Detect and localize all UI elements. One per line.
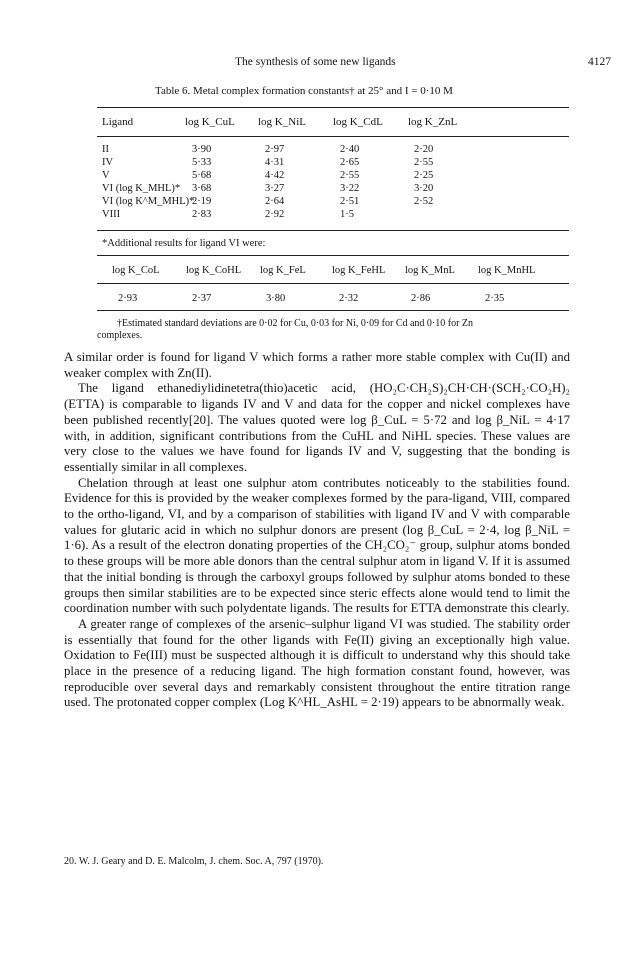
col-header-fe: log K_FeL	[260, 265, 306, 276]
cd-cell: 2·65	[340, 157, 360, 168]
ligand-cell: V	[102, 170, 110, 181]
table-body-rule	[97, 230, 569, 231]
cu-cell: 5·68	[192, 170, 212, 181]
cu-cell: 2·83	[192, 209, 212, 220]
cu-cell: 3·90	[192, 144, 212, 155]
table-top-rule	[97, 107, 569, 108]
additional-results-note: *Additional results for ligand VI were:	[102, 238, 266, 249]
col-header-mnhl: log K_MnHL	[478, 265, 536, 276]
cd-cell: 3·22	[340, 183, 360, 194]
paragraph: A similar order is found for ligand V which forms a rather more stable complex with Cu(II) and weaker complex with Zn(II).	[64, 350, 570, 380]
zn-cell: 2·25	[414, 170, 434, 181]
ligand-cell: VIII	[102, 209, 121, 220]
zn-cell: 2·20	[414, 144, 434, 155]
ni-cell: 2·97	[265, 144, 285, 155]
ligand-cell: II	[102, 144, 109, 155]
paragraph: Chelation through at least one sulphur atom contributes noticeably to the stabilities found. Evidence for this is provided by the weaker complexes formed by the para-ligand, VIII, compared to the ortho-ligand, VI, and by a comparison of stabilities with ligand IV and V with comparable values for glutaric acid in which no sulphur donors are present (log β_CuL = 2·4, log β_NiL = 1·6). As a result of the electron donating properties of the CH₂CO₂⁻ group, sulphur atoms bonded to these groups will be more able donors than the central sulphur atom in ligand V. If it is assumed that the initial bonding is through the carboxyl groups followed by sulphur atoms bonded to these groups then similar stabilities are to be expected since steric effects alone would tend to limit the coordination number with such polydentate ligands. The results for ETTA demonstrate this clearly.	[64, 475, 570, 616]
subtable-header-rule	[97, 283, 569, 284]
fe-cell: 3·80	[266, 293, 286, 304]
ligand-cell: IV	[102, 157, 114, 168]
page-number: 4127	[588, 56, 611, 68]
paragraph: A greater range of complexes of the arsenic–sulphur ligand VI was studied. The stability order is essentially that found for the other ligands with Fe(II) giving an exceptionally high value. Oxidation to Fe(III) must be suspected although it is difficult to understand why this should take place in the presence of a reducing ligand. The high formation constant found, however, was reproducible over several days and remarkably consistent throughout the entire titration range used. The protonated copper complex (Log K^HL_AsHL = 2·19) appears to be abnormally weak.	[64, 616, 570, 710]
table-footnote	[97, 318, 567, 342]
zn-cell: 2·55	[414, 157, 434, 168]
mnhl-cell: 2·35	[485, 293, 505, 304]
reference-20: 20. W. J. Geary and D. E. Malcolm, J. chem. Soc. A, 797 (1970).	[64, 856, 324, 867]
col-header-cohl: log K_CoHL	[186, 265, 242, 276]
mn-cell: 2·86	[411, 293, 431, 304]
col-header-co: log K_CoL	[112, 265, 160, 276]
running-title: The synthesis of some new ligands	[235, 56, 396, 68]
col-header-zn: log K_ZnL	[408, 116, 458, 128]
cd-cell: 2·51	[340, 196, 360, 207]
subtable-bottom-rule	[97, 310, 569, 311]
cohl-cell: 2·37	[192, 293, 212, 304]
col-header-fehl: log K_FeHL	[332, 265, 386, 276]
col-header-mn: log K_MnL	[405, 265, 455, 276]
cd-cell: 2·40	[340, 144, 360, 155]
ni-cell: 4·31	[265, 157, 285, 168]
footnote-line: complexes.	[97, 330, 143, 341]
body-text	[64, 350, 570, 711]
cu-cell: 5·33	[192, 157, 212, 168]
ni-cell: 4·42	[265, 170, 285, 181]
co-cell: 2·93	[118, 293, 138, 304]
table-header-rule	[97, 136, 569, 137]
cu-cell: 2·19	[192, 196, 212, 207]
fehl-cell: 2·32	[339, 293, 359, 304]
ni-cell: 2·92	[265, 209, 285, 220]
ni-cell: 2·64	[265, 196, 285, 207]
col-header-ni: log K_NiL	[258, 116, 306, 128]
cd-cell: 2·55	[340, 170, 360, 181]
subtable-top-rule	[97, 255, 569, 256]
ligand-cell: VI (log K^M_MHL)*	[102, 196, 195, 207]
paragraph: The ligand ethanediylidinetetra(thio)acetic acid, (HO₂C·CH₂S)₂CH·CH·(SCH₂·CO₂H)₂ (ETTA) is comparable to ligands IV and V and data for the copper and nickel complexes have been published recently[20]. The values quoted were log β_CuL = 5·72 and log β_NiL = 4·17 with, in addition, significant contributions from the CuHL and NiHL species. These values are very close to the values we have found for ligands IV and V, suggesting that the bonding is essentially similar in all complexes.	[64, 381, 570, 474]
table-caption: Table 6. Metal complex formation constants† at 25° and I = 0·10 M	[155, 85, 453, 97]
col-header-cu: log K_CuL	[185, 116, 235, 128]
zn-cell: 2·52	[414, 196, 434, 207]
cd-cell: 1·5	[340, 209, 354, 220]
ligand-cell: VI (log K_MHL)*	[102, 183, 181, 194]
footnote-line: †Estimated standard deviations are 0·02 for Cu, 0·03 for Ni, 0·09 for Cd and 0·10 for Zn	[117, 318, 474, 329]
col-header-ligand: Ligand	[102, 116, 134, 128]
cu-cell: 3·68	[192, 183, 212, 194]
ni-cell: 3·27	[265, 183, 285, 194]
col-header-cd: log K_CdL	[333, 116, 383, 128]
zn-cell: 3·20	[414, 183, 434, 194]
